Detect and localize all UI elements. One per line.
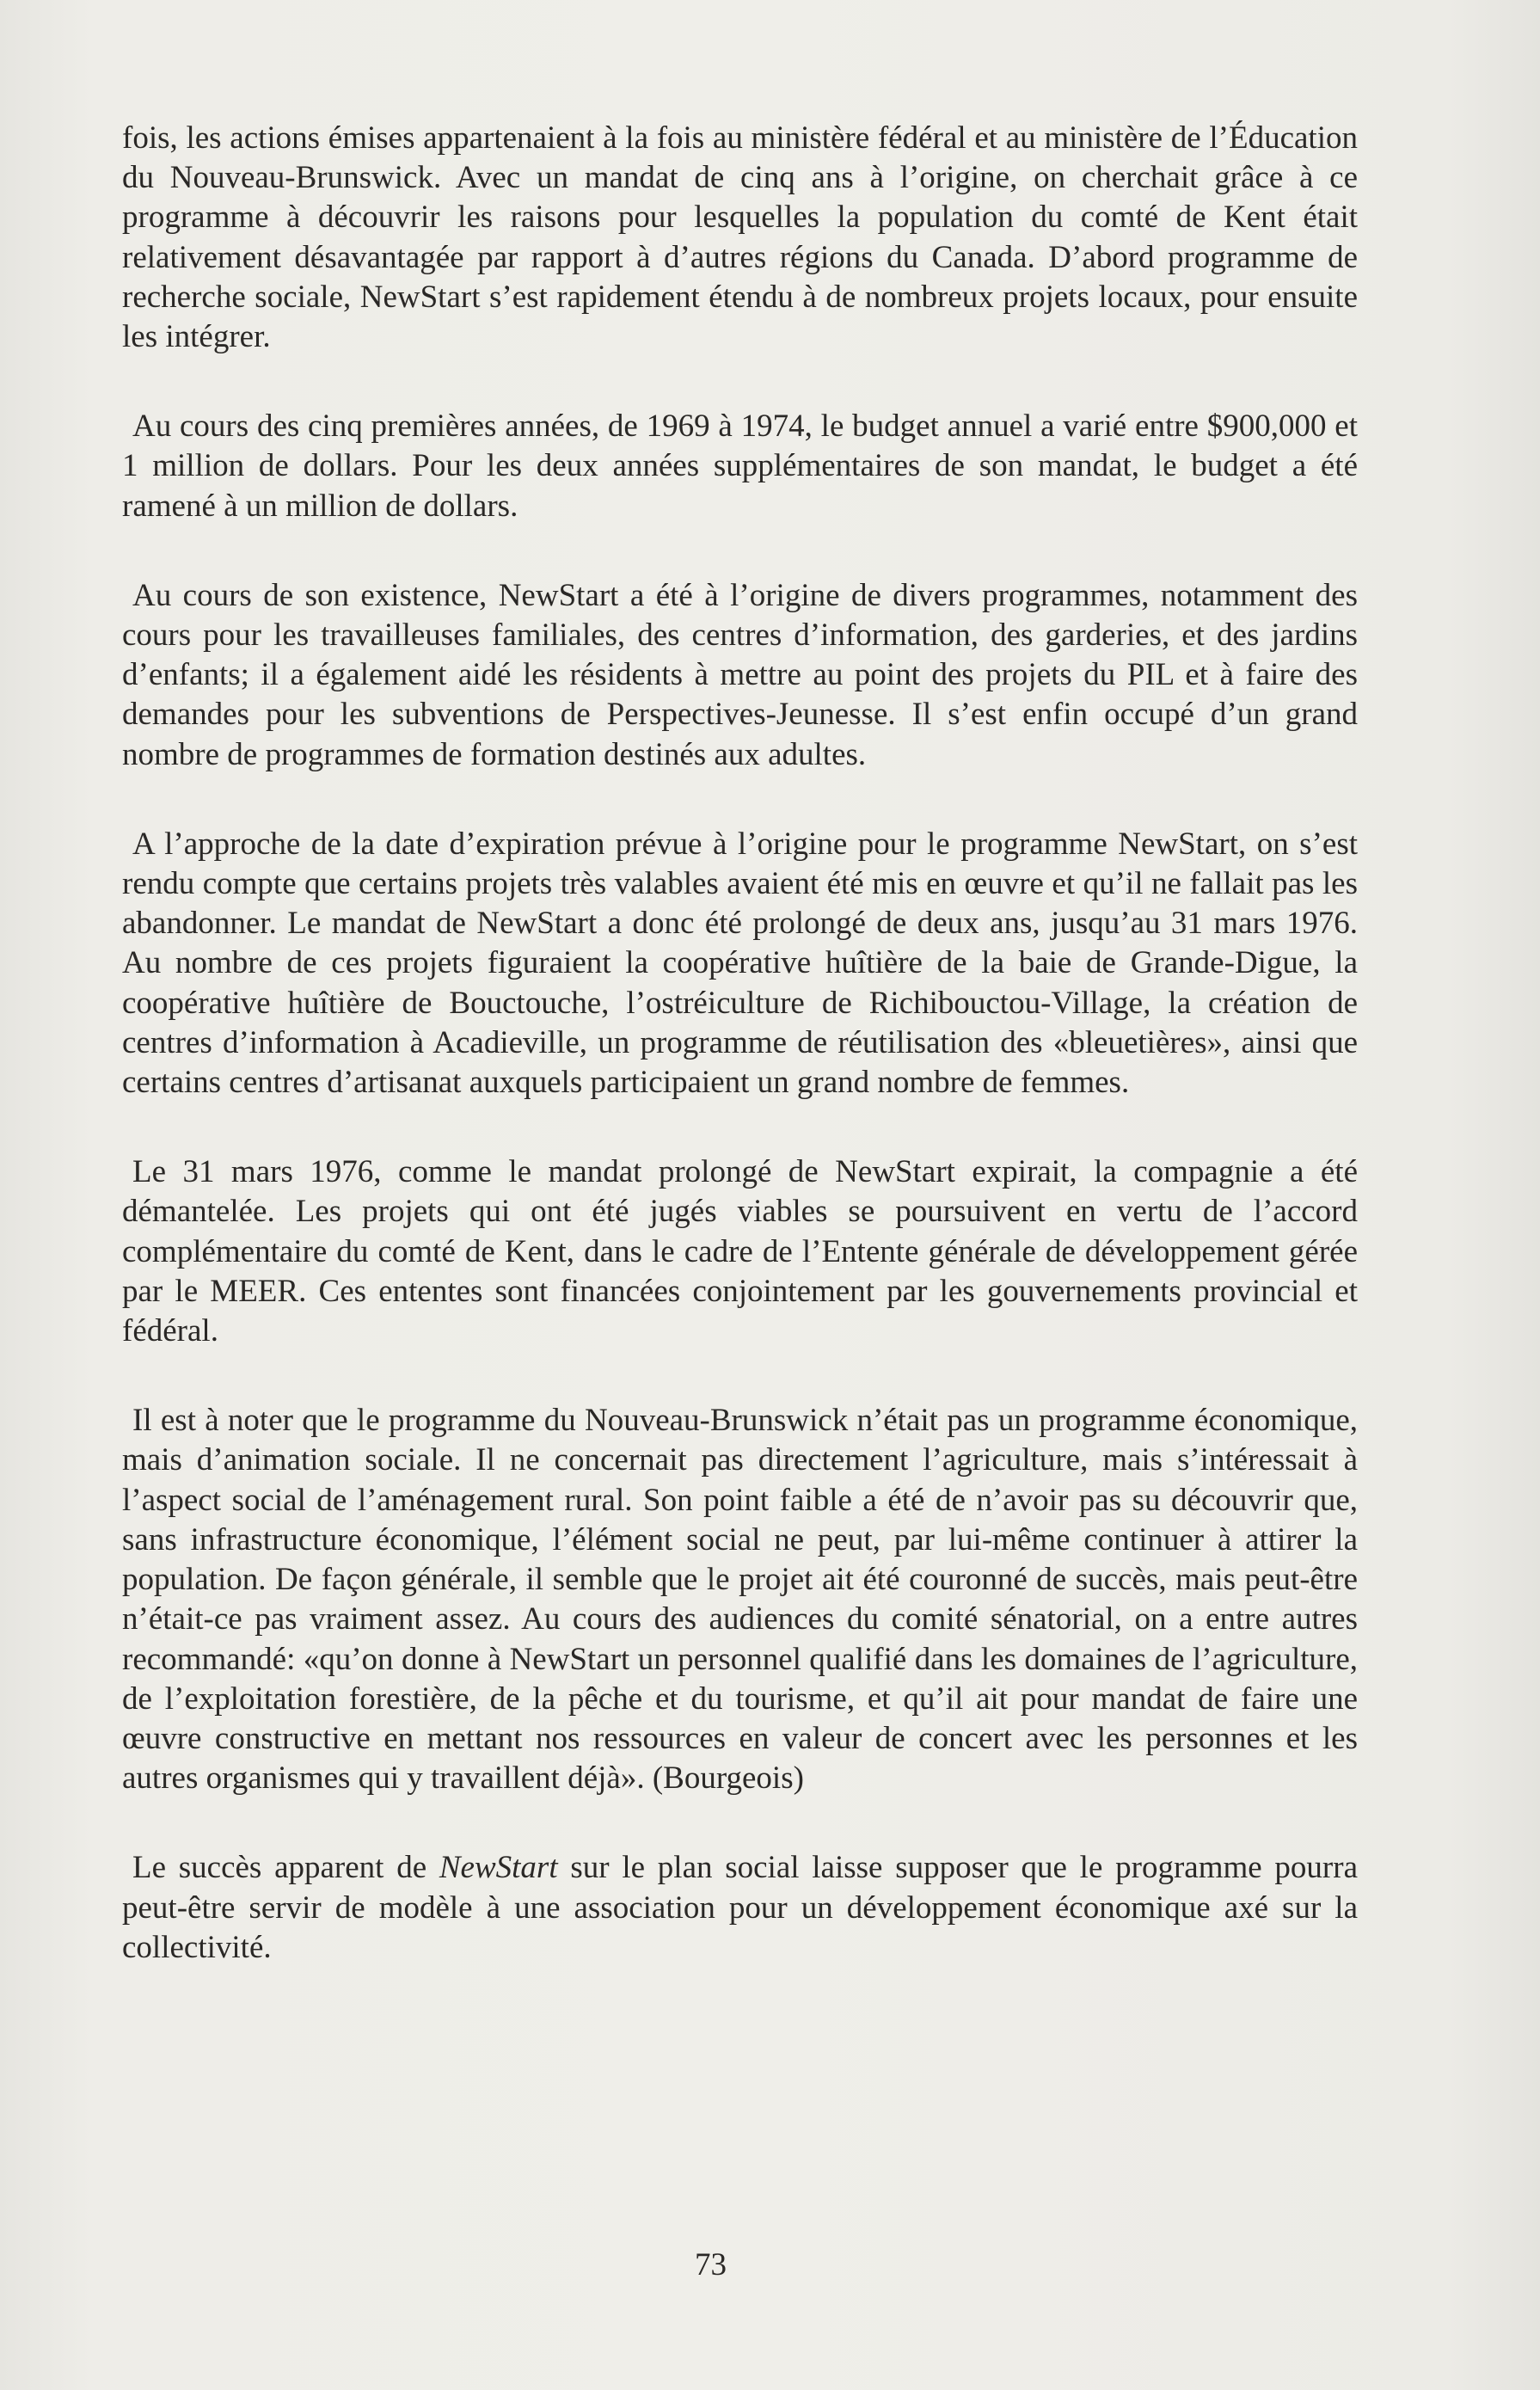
paragraph-7 [122, 1848, 1358, 1968]
paragraph-2: Au cours des cinq premières années, de 1969 à 1974, le budget annuel a varié entre $900,000 et 1 million de dollars. Pour les deux années supplémentaires de son mandat, le budget a été ramené à un million de dollars. [122, 409, 1358, 524]
paragraph-6: Il est à noter que le programme du Nouveau-Brunswick n’était pas un programme économique, mais d’animation sociale. Il ne concernait pas directement l’agriculture, mais s’intéressait à l’aspect social de l’aménagement rural. Son point faible a été de n’avoir pas su découvrir que, sans infrastructure économique, l’élément social ne peut, par lui-même continuer à attirer la population. De façon générale, il semble que le projet ait été couronné de succès, mais peut-être n’était-ce pas vraiment assez. Au cours des audiences du comité sénatorial, on a entre autres recommandé: «qu’on donne à NewStart un personnel qualifié dans les domaines de l’agriculture, de l’exploitation forestière, de la pêche et du tourisme, et qu’il ait pour mandat de faire une œuvre constructive en mettant nos ressources en valeur de concert avec les personnes et les autres organismes qui y travaillent déjà». (Bourgeois) [122, 1403, 1358, 1797]
paragraph-7-after: sur le plan social laisse supposer que le programme pourra peut-être servir de modèle à une association pour un développement économique axé sur la collectivité. [122, 1850, 1358, 1965]
newstart-italic: NewStart [439, 1850, 558, 1886]
paragraph-3: Au cours de son existence, NewStart a été à l’origine de divers programmes, notamment des cours pour les travailleuses familiales, des centres d’information, des garderies, et des jardins d’enfants; il a également aidé les résidents à mettre au point des projets du PIL et à faire des demandes pour les subventions de Perspectives-Jeunesse. Il s’est enfin occupé d’un grand nombre de programmes de formation destinés aux adultes. [122, 577, 1358, 772]
paragraph-1: fois, les actions émises appartenaient à la fois au ministère fédéral et au ministère de l’Éducation du Nouveau-Brunswick. Avec un mandat de cinq ans à l’origine, on cherchait grâce à ce programme à découvrir les raisons pour lesquelles la population du comté de Kent était relativement désavantagée par rapport à d’autres régions du Canada. D’abord programme de recherche sociale, NewStart s’est rapidement étendu à de nombreux projets locaux, pour ensuite les intégrer. [122, 120, 1358, 355]
paragraph-4: A l’approche de la date d’expiration prévue à l’origine pour le programme NewStart, on s’est rendu compte que certains projets très valables avaient été mis en œuvre et qu’il ne fallait pas les abandonner. Le mandat de NewStart a donc été prolongé de deux ans, jusqu’au 31 mars 1976. Au nombre de ces projets figuraient la coopérative huîtière de la baie de Grande-Digue, la coopérative huîtière de Bouctouche, l’ostréiculture de Richibouctou-Village, la création de centres d’information à Acadieville, un programme de réutilisation des «bleuetières», ainsi que certains centres d’artisanat auxquels participaient un grand nombre de femmes. [122, 826, 1358, 1101]
paragraph-7-before: Le succès apparent de [132, 1850, 439, 1886]
body-text [122, 119, 1358, 1968]
page-number: 73 [695, 2247, 727, 2282]
paragraph-5: Le 31 mars 1976, comme le mandat prolongé de NewStart expirait, la compagnie a été démantelée. Les projets qui ont été jugés viables se poursuivent en vertu de l’accord complémentaire du comté de Kent, dans le cadre de l’Entente générale de développement gérée par le MEER. Ces ententes sont financées conjointement par les gouvernements provincial et fédéral. [122, 1154, 1358, 1349]
